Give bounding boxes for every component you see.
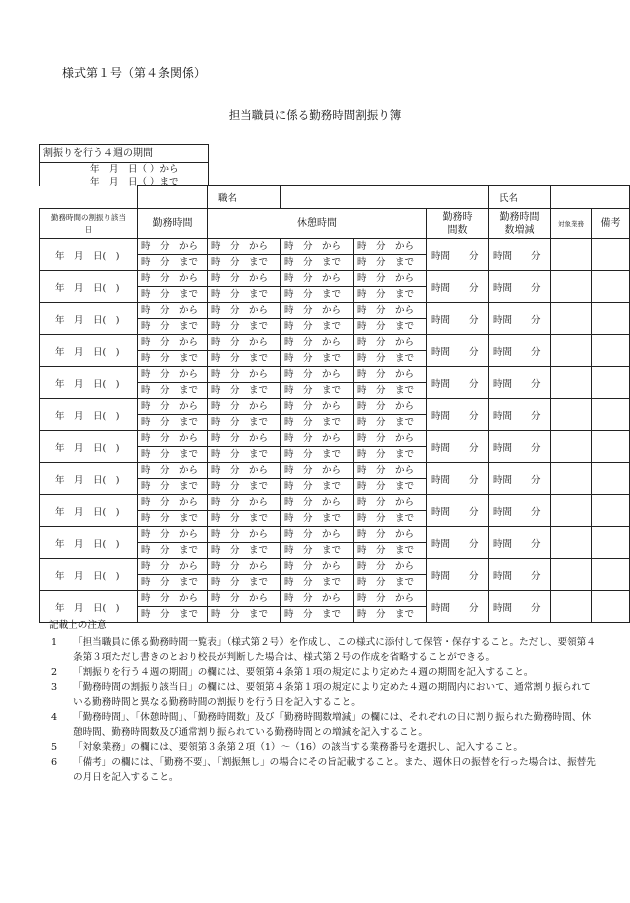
hours-count-cell[interactable]: 時間 分 <box>427 399 489 431</box>
note-number: 2 <box>51 667 58 678</box>
break-time-from[interactable]: 時 分 から <box>208 399 281 415</box>
break-time-to[interactable]: 時 分 まで <box>354 287 427 303</box>
hours-count-cell[interactable]: 時間 分 <box>427 335 489 367</box>
table-row <box>40 239 630 255</box>
table-row <box>40 527 630 543</box>
note-item <box>49 755 599 785</box>
working-time-to[interactable]: 時 分 まで <box>138 383 208 399</box>
date-cell[interactable]: 年 月 日( ) <box>40 335 138 367</box>
hours-change-cell[interactable]: 時間 分 <box>489 559 551 591</box>
break-time-to[interactable]: 時 分 まで <box>281 575 354 591</box>
working-time-to[interactable]: 時 分 まで <box>138 543 208 559</box>
break-time-to[interactable]: 時 分 まで <box>354 543 427 559</box>
break-time-to[interactable]: 時 分 まで <box>354 351 427 367</box>
date-cell[interactable]: 年 月 日( ) <box>40 431 138 463</box>
break-time-from[interactable]: 時 分 から <box>354 367 427 383</box>
working-time-to[interactable]: 時 分 まで <box>138 287 208 303</box>
break-time-from[interactable]: 時 分 から <box>354 271 427 287</box>
break-time-to[interactable]: 時 分 まで <box>354 255 427 271</box>
break-time-from[interactable]: 時 分 から <box>208 239 281 255</box>
info-row <box>40 186 630 209</box>
break-time-to[interactable]: 時 分 まで <box>354 447 427 463</box>
hours-change-cell[interactable]: 時間 分 <box>489 271 551 303</box>
working-time-to[interactable]: 時 分 まで <box>138 255 208 271</box>
hours-count-cell[interactable]: 時間 分 <box>427 431 489 463</box>
hours-count-header: 勤務時間数 <box>427 209 489 239</box>
working-time-to[interactable]: 時 分 まで <box>138 319 208 335</box>
break-time-from[interactable]: 時 分 から <box>354 559 427 575</box>
break-time-to[interactable]: 時 分 まで <box>208 319 281 335</box>
notes-header: 記載上の注意 <box>49 620 107 631</box>
target-work-cell[interactable] <box>551 463 592 495</box>
table-row <box>40 303 630 319</box>
note-text: 「勤務時間」、「休憩時間」、「勤務時間数」及び「勤務時間数増減」の欄には、それぞれの日に割り振られた勤務時間、休憩時間、勤務時間数及び通常割り振られている勤務時間との増減を記入すること。 <box>73 712 592 738</box>
target-work-cell[interactable] <box>551 431 592 463</box>
table-row <box>40 399 630 415</box>
date-cell[interactable]: 年 月 日( ) <box>40 239 138 271</box>
break-time-from[interactable]: 時 分 から <box>281 463 354 479</box>
hours-change-cell[interactable]: 時間 分 <box>489 463 551 495</box>
note-item <box>49 665 599 680</box>
hours-count-cell[interactable]: 時間 分 <box>427 271 489 303</box>
table-row <box>40 335 630 351</box>
note-text: 「備考」の欄には、「勤務不要」、「割振無し」の場合にその旨記載すること。また、週休日の振替を行った場合は、振替先の月日を記入すること。 <box>73 757 596 783</box>
break-time-to[interactable]: 時 分 まで <box>208 575 281 591</box>
hours-count-cell[interactable]: 時間 分 <box>427 591 489 623</box>
break-time-to[interactable]: 時 分 まで <box>354 607 427 623</box>
table-row <box>40 591 630 607</box>
note-text: 「勤務時間の割振り該当日」の欄には、要領第４条第１項の規定により定めた４週の期間内において、通常割り振られている勤務時間と異なる勤務時間の割振りを行う日を記入すること。 <box>73 682 591 708</box>
break-time-from[interactable]: 時 分 から <box>354 495 427 511</box>
break-time-from[interactable]: 時 分 から <box>354 591 427 607</box>
break-time-to[interactable]: 時 分 まで <box>281 383 354 399</box>
target-work-cell[interactable] <box>551 399 592 431</box>
hours-count-cell[interactable]: 時間 分 <box>427 495 489 527</box>
break-time-from[interactable]: 時 分 から <box>281 239 354 255</box>
break-time-to[interactable]: 時 分 まで <box>281 287 354 303</box>
period-box <box>39 144 209 186</box>
working-time-header: 勤務時間 <box>138 209 208 239</box>
break-time-from[interactable]: 時 分 から <box>208 303 281 319</box>
remarks-cell[interactable] <box>592 335 630 367</box>
working-time-from[interactable]: 時 分 から <box>138 367 208 383</box>
hours-change-cell[interactable]: 時間 分 <box>489 591 551 623</box>
target-work-header: 対象業務 <box>551 209 592 239</box>
hours-change-cell[interactable]: 時間 分 <box>489 335 551 367</box>
target-work-cell[interactable] <box>551 335 592 367</box>
remarks-cell[interactable] <box>592 527 630 559</box>
remarks-cell[interactable] <box>592 303 630 335</box>
break-time-from[interactable]: 時 分 から <box>208 559 281 575</box>
working-time-to[interactable]: 時 分 まで <box>138 479 208 495</box>
break-time-from[interactable]: 時 分 から <box>208 431 281 447</box>
target-work-cell[interactable] <box>551 367 592 399</box>
hours-change-header: 勤務時間数増減 <box>489 209 551 239</box>
break-time-from[interactable]: 時 分 から <box>208 527 281 543</box>
break-time-to[interactable]: 時 分 まで <box>208 447 281 463</box>
break-time-to[interactable]: 時 分 まで <box>208 511 281 527</box>
break-time-to[interactable]: 時 分 まで <box>281 415 354 431</box>
break-time-to[interactable]: 時 分 まで <box>208 607 281 623</box>
period-to: 年 月 日（ ）まで <box>90 177 179 188</box>
break-time-to[interactable]: 時 分 まで <box>281 543 354 559</box>
remarks-cell[interactable] <box>592 239 630 271</box>
break-time-header: 休憩時間 <box>208 209 427 239</box>
note-number: 6 <box>51 757 58 768</box>
table-row <box>40 559 630 575</box>
working-time-from[interactable]: 時 分 から <box>138 559 208 575</box>
note-number: 4 <box>51 712 58 723</box>
break-time-from[interactable]: 時 分 から <box>281 271 354 287</box>
remarks-cell[interactable] <box>592 271 630 303</box>
break-time-to[interactable]: 時 分 まで <box>281 319 354 335</box>
working-time-from[interactable]: 時 分 から <box>138 399 208 415</box>
working-time-from[interactable]: 時 分 から <box>138 303 208 319</box>
working-time-to[interactable]: 時 分 まで <box>138 447 208 463</box>
break-time-to[interactable]: 時 分 まで <box>208 543 281 559</box>
break-time-to[interactable]: 時 分 まで <box>281 607 354 623</box>
working-time-from[interactable]: 時 分 から <box>138 431 208 447</box>
hours-change-cell[interactable]: 時間 分 <box>489 399 551 431</box>
remarks-cell[interactable] <box>592 495 630 527</box>
remarks-cell[interactable] <box>592 431 630 463</box>
note-item <box>49 740 599 755</box>
break-time-to[interactable]: 時 分 まで <box>208 287 281 303</box>
table-row <box>40 271 630 287</box>
working-time-to[interactable]: 時 分 まで <box>138 607 208 623</box>
break-time-to[interactable]: 時 分 まで <box>208 415 281 431</box>
break-time-from[interactable]: 時 分 から <box>281 559 354 575</box>
remarks-cell[interactable] <box>592 559 630 591</box>
working-time-from[interactable]: 時 分 から <box>138 335 208 351</box>
break-time-to[interactable]: 時 分 まで <box>354 511 427 527</box>
break-time-from[interactable]: 時 分 から <box>208 495 281 511</box>
break-time-from[interactable]: 時 分 から <box>354 303 427 319</box>
note-number: 1 <box>51 637 58 648</box>
remarks-cell[interactable] <box>592 367 630 399</box>
working-time-to[interactable]: 時 分 まで <box>138 575 208 591</box>
date-cell[interactable]: 年 月 日( ) <box>40 591 138 623</box>
hours-change-cell[interactable]: 時間 分 <box>489 527 551 559</box>
break-time-to[interactable]: 時 分 まで <box>354 383 427 399</box>
break-time-from[interactable]: 時 分 から <box>208 271 281 287</box>
break-time-to[interactable]: 時 分 まで <box>281 479 354 495</box>
working-time-from[interactable]: 時 分 から <box>138 527 208 543</box>
table-row <box>40 367 630 383</box>
break-time-to[interactable]: 時 分 まで <box>208 479 281 495</box>
target-work-cell[interactable] <box>551 495 592 527</box>
date-cell[interactable]: 年 月 日( ) <box>40 271 138 303</box>
break-time-from[interactable]: 時 分 から <box>281 495 354 511</box>
hours-count-cell[interactable]: 時間 分 <box>427 527 489 559</box>
schedule-table <box>39 185 630 623</box>
working-time-from[interactable]: 時 分 から <box>138 495 208 511</box>
working-time-to[interactable]: 時 分 まで <box>138 511 208 527</box>
target-work-cell[interactable] <box>551 239 592 271</box>
break-time-from[interactable]: 時 分 から <box>281 335 354 351</box>
target-work-cell[interactable] <box>551 303 592 335</box>
break-time-to[interactable]: 時 分 まで <box>281 511 354 527</box>
break-time-from[interactable]: 時 分 から <box>354 399 427 415</box>
working-time-from[interactable]: 時 分 から <box>138 591 208 607</box>
break-time-from[interactable]: 時 分 から <box>281 591 354 607</box>
hours-change-cell[interactable]: 時間 分 <box>489 495 551 527</box>
break-time-to[interactable]: 時 分 まで <box>208 255 281 271</box>
note-text: 「対象業務」の欄には、要領第３条第２項（1）～（16）の該当する業務番号を選択し、記入すること。 <box>73 742 524 753</box>
note-text: 「割振りを行う４週の期間」の欄には、要領第４条第１項の規定により定めた４週の期間を記入すること。 <box>73 667 534 678</box>
table-row <box>40 431 630 447</box>
date-cell[interactable]: 年 月 日( ) <box>40 399 138 431</box>
date-cell[interactable]: 年 月 日( ) <box>40 367 138 399</box>
note-item <box>49 635 599 665</box>
break-time-from[interactable]: 時 分 から <box>281 367 354 383</box>
position-label: 職名 <box>208 186 281 209</box>
break-time-to[interactable]: 時 分 まで <box>354 575 427 591</box>
note-number: 3 <box>51 682 58 693</box>
hours-count-cell[interactable]: 時間 分 <box>427 239 489 271</box>
working-time-to[interactable]: 時 分 まで <box>138 351 208 367</box>
header-row <box>40 209 630 239</box>
break-time-to[interactable]: 時 分 まで <box>281 255 354 271</box>
break-time-from[interactable]: 時 分 から <box>354 431 427 447</box>
position-field[interactable] <box>281 186 489 209</box>
break-time-from[interactable]: 時 分 から <box>208 463 281 479</box>
target-work-cell[interactable] <box>551 527 592 559</box>
working-time-from[interactable]: 時 分 から <box>138 271 208 287</box>
working-time-from[interactable]: 時 分 から <box>138 239 208 255</box>
working-time-from[interactable]: 時 分 から <box>138 463 208 479</box>
form-number-label: 様式第１号（第４条関係） <box>62 66 207 80</box>
break-time-from[interactable]: 時 分 から <box>208 367 281 383</box>
note-item <box>49 710 599 740</box>
note-number: 5 <box>51 742 58 753</box>
name-field[interactable] <box>551 186 630 209</box>
note-text: 「担当職員に係る勤務時間一覧表」（様式第２号）を作成し、この様式に添付して保管・保存すること。ただし、要領第４条第３項ただし書きのとおり校長が判断した場合は、様式第２号の作成を省略することができる。 <box>73 637 596 663</box>
date-cell[interactable]: 年 月 日( ) <box>40 303 138 335</box>
date-cell[interactable]: 年 月 日( ) <box>40 463 138 495</box>
break-time-from[interactable]: 時 分 から <box>281 303 354 319</box>
break-time-from[interactable]: 時 分 から <box>281 527 354 543</box>
note-item <box>49 680 599 710</box>
break-time-from[interactable]: 時 分 から <box>208 591 281 607</box>
name-label: 氏名 <box>489 186 551 209</box>
break-time-from[interactable]: 時 分 から <box>281 399 354 415</box>
hours-count-cell[interactable]: 時間 分 <box>427 367 489 399</box>
break-time-from[interactable]: 時 分 から <box>354 527 427 543</box>
break-time-from[interactable]: 時 分 から <box>281 431 354 447</box>
break-time-to[interactable]: 時 分 まで <box>281 351 354 367</box>
break-time-from[interactable]: 時 分 から <box>354 335 427 351</box>
hours-count-cell[interactable]: 時間 分 <box>427 303 489 335</box>
break-time-to[interactable]: 時 分 まで <box>208 351 281 367</box>
hours-change-cell[interactable]: 時間 分 <box>489 367 551 399</box>
hours-change-cell[interactable]: 時間 分 <box>489 431 551 463</box>
period-header: 割振りを行う４週の期間 <box>40 145 208 163</box>
applicable-day-header: 勤務時間の割振り該当日 <box>40 209 138 239</box>
break-time-to[interactable]: 時 分 まで <box>354 415 427 431</box>
target-work-cell[interactable] <box>551 271 592 303</box>
break-time-from[interactable]: 時 分 から <box>208 335 281 351</box>
date-cell[interactable]: 年 月 日( ) <box>40 495 138 527</box>
hours-count-cell[interactable]: 時間 分 <box>427 463 489 495</box>
break-time-from[interactable]: 時 分 から <box>354 463 427 479</box>
hours-count-cell[interactable]: 時間 分 <box>427 559 489 591</box>
notes-section <box>49 618 599 785</box>
date-cell[interactable]: 年 月 日( ) <box>40 559 138 591</box>
remarks-header: 備考 <box>592 209 630 239</box>
working-time-to[interactable]: 時 分 まで <box>138 415 208 431</box>
remarks-cell[interactable] <box>592 463 630 495</box>
table-row <box>40 495 630 511</box>
break-time-to[interactable]: 時 分 まで <box>281 447 354 463</box>
target-work-cell[interactable] <box>551 559 592 591</box>
hours-change-cell[interactable]: 時間 分 <box>489 303 551 335</box>
document-title: 担当職員に係る勤務時間割振り簿 <box>228 108 402 122</box>
hours-change-cell[interactable]: 時間 分 <box>489 239 551 271</box>
period-from: 年 月 日（ ）から <box>90 164 179 175</box>
table-row <box>40 463 630 479</box>
break-time-from[interactable]: 時 分 から <box>354 239 427 255</box>
break-time-to[interactable]: 時 分 まで <box>354 319 427 335</box>
date-cell[interactable]: 年 月 日( ) <box>40 527 138 559</box>
break-time-to[interactable]: 時 分 まで <box>208 383 281 399</box>
break-time-to[interactable]: 時 分 まで <box>354 479 427 495</box>
remarks-cell[interactable] <box>592 399 630 431</box>
